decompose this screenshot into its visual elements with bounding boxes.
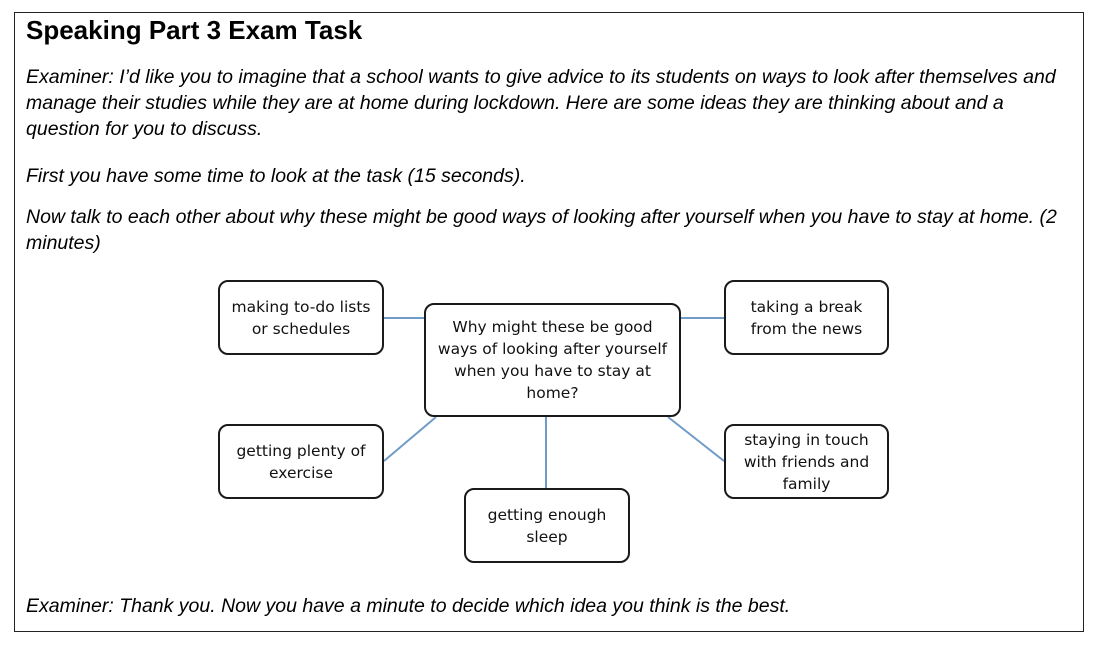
idea-box-lists xyxy=(218,280,384,355)
examiner-intro-text: Examiner: I’d like you to imagine that a school wants to give advice to its students on ways to look after themselves and manage their studies while they are at home during lockdown. Here are some ideas they are thinking about and a question for you to discuss. xyxy=(26,66,1056,140)
connector-exercise xyxy=(384,417,436,461)
idea-box-friends xyxy=(724,424,889,499)
idea-box-exercise xyxy=(218,424,384,499)
idea-text-exercise: getting plenty of exercise xyxy=(236,441,366,482)
examiner-closing-text: Examiner: Thank you. Now you have a minute to decide which idea you think is the best. xyxy=(26,595,791,617)
idea-text-sleep: getting enough sleep xyxy=(487,505,607,546)
idea-text-lists: making to-do lists or schedules xyxy=(231,297,371,338)
idea-text-friends: staying in touch with friends and family xyxy=(743,430,870,493)
connector-friends xyxy=(668,417,724,461)
idea-text-news: taking a break from the news xyxy=(750,297,863,338)
idea-box-sleep xyxy=(464,488,630,563)
central-question-box xyxy=(424,303,681,417)
preparation-time-text: First you have some time to look at the task (15 seconds). xyxy=(26,165,526,187)
idea-box-news xyxy=(724,280,889,355)
page-title: Speaking Part 3 Exam Task xyxy=(26,15,363,45)
central-question-text: Why might these be good ways of looking after yourself when you have to stay at home? xyxy=(437,318,668,402)
discussion-instruction-text: Now talk to each other about why these might be good ways of looking after yourself when you have to stay at home. (2 minutes) xyxy=(26,206,1057,254)
